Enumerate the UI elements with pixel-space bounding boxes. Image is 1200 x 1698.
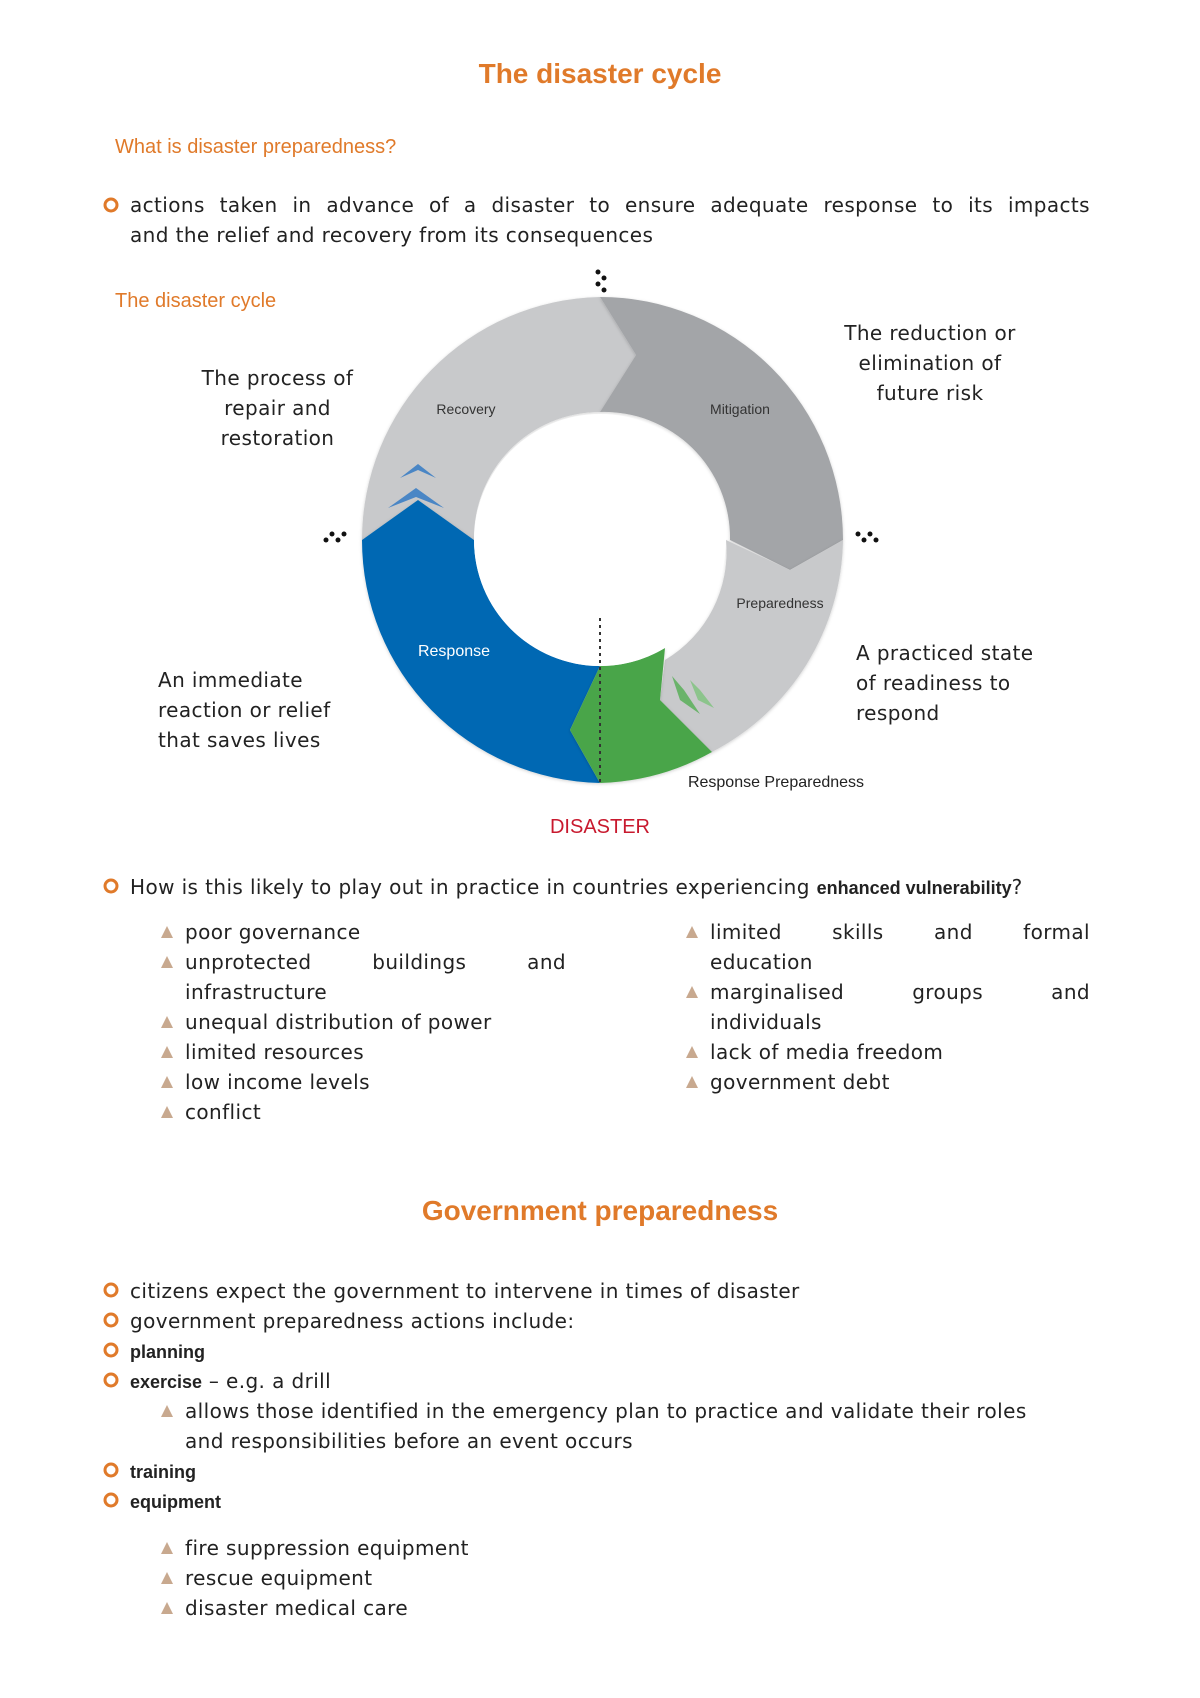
dots-arrow-icon bbox=[596, 270, 607, 293]
cycle-heading: The disaster cycle bbox=[115, 290, 277, 312]
circle-bullet-icon bbox=[102, 196, 120, 214]
page-title: The disaster cycle bbox=[478, 58, 722, 89]
triangle-bullet-icon bbox=[685, 1045, 699, 1059]
dots-arrow-icon bbox=[324, 532, 347, 543]
triangle-bullet-icon bbox=[160, 925, 174, 939]
triangle-bullet-icon bbox=[160, 1404, 174, 1418]
list-item: government debt bbox=[685, 1067, 1090, 1097]
list-item: rescue equipment bbox=[160, 1563, 1060, 1593]
list-item: low income levels bbox=[160, 1067, 566, 1097]
triangle-bullet-icon bbox=[160, 1541, 174, 1555]
triangle-bullet-icon bbox=[160, 1015, 174, 1029]
equipment-list bbox=[160, 1533, 1060, 1623]
triangle-bullet-icon bbox=[685, 985, 699, 999]
triangle-bullet-icon bbox=[685, 1075, 699, 1089]
list-item: disaster medical care bbox=[160, 1593, 1060, 1623]
list-item: exercise – e.g. a drill bbox=[102, 1366, 1102, 1396]
list-item: government preparedness actions include: bbox=[102, 1306, 1102, 1336]
preparedness-heading: What is disaster preparedness? bbox=[115, 136, 397, 158]
triangle-bullet-icon bbox=[160, 1601, 174, 1615]
disaster-cycle-diagram bbox=[300, 260, 900, 840]
definition-line-1: actions taken in advance of a disaster to ensure adequate response to its impacts bbox=[130, 193, 1090, 217]
list-item: planning bbox=[102, 1336, 1102, 1366]
disaster-label: DISASTER bbox=[549, 816, 651, 838]
mitigation-label: Mitigation bbox=[710, 401, 770, 417]
list-item: lack of media freedom bbox=[685, 1037, 1090, 1067]
circle-bullet-icon bbox=[102, 1341, 120, 1359]
triangle-bullet-icon bbox=[160, 1105, 174, 1119]
triangle-bullet-icon bbox=[160, 1045, 174, 1059]
definition-line-2: and the relief and recovery from its consequences bbox=[130, 223, 654, 247]
vulnerability-left-list bbox=[160, 917, 566, 1127]
triangle-bullet-icon bbox=[160, 1075, 174, 1089]
list-item: conflict bbox=[160, 1097, 566, 1127]
list-item: training bbox=[102, 1456, 1102, 1486]
list-item: unprotected buildings and infrastructure bbox=[160, 947, 566, 1007]
circle-bullet-icon bbox=[102, 1371, 120, 1389]
vulnerability-right-list bbox=[685, 917, 1090, 1097]
list-item: poor governance bbox=[160, 917, 566, 947]
preparedness-label: Preparedness bbox=[736, 595, 824, 611]
circle-bullet-icon bbox=[102, 1491, 120, 1509]
government-title: Government preparedness bbox=[421, 1195, 779, 1226]
circle-bullet-icon bbox=[102, 877, 120, 895]
circle-bullet-icon bbox=[102, 1311, 120, 1329]
vulnerability-question: How is this likely to play out in practice in countries experiencing enhanced vulnerability? bbox=[130, 875, 1023, 899]
preparedness-description: A practiced state of readiness to respond bbox=[856, 641, 1034, 725]
list-item: limited resources bbox=[160, 1037, 566, 1067]
vulnerability-emphasis: enhanced vulnerability bbox=[816, 878, 1012, 898]
mitigation-description: The reduction or elimination of future risk bbox=[844, 321, 1016, 405]
list-item: limited skills and formal education bbox=[685, 917, 1090, 977]
list-item: citizens expect the government to intervene in times of disaster bbox=[102, 1276, 1102, 1306]
list-item: fire suppression equipment bbox=[160, 1533, 1060, 1563]
triangle-bullet-icon bbox=[160, 955, 174, 969]
triangle-bullet-icon bbox=[160, 1571, 174, 1585]
list-item: allows those identified in the emergency plan to practice and validate their roles and responsibilities before an event occurs bbox=[102, 1396, 1102, 1456]
dots-arrow-icon bbox=[856, 532, 879, 543]
response-preparedness-label: Response Preparedness bbox=[687, 774, 865, 791]
response-description: An immediate reaction or relief that saves lives bbox=[158, 668, 331, 752]
list-item: unequal distribution of power bbox=[160, 1007, 566, 1037]
triangle-bullet-icon bbox=[685, 925, 699, 939]
recovery-label: Recovery bbox=[436, 401, 496, 417]
circle-bullet-icon bbox=[102, 1281, 120, 1299]
list-item: equipment bbox=[102, 1486, 1102, 1516]
circle-bullet-icon bbox=[102, 1461, 120, 1479]
response-label: Response bbox=[417, 643, 491, 660]
government-list bbox=[102, 1276, 1102, 1516]
list-item: marginalised groups and individuals bbox=[685, 977, 1090, 1037]
recovery-description: The process of repair and restoration bbox=[201, 366, 354, 450]
